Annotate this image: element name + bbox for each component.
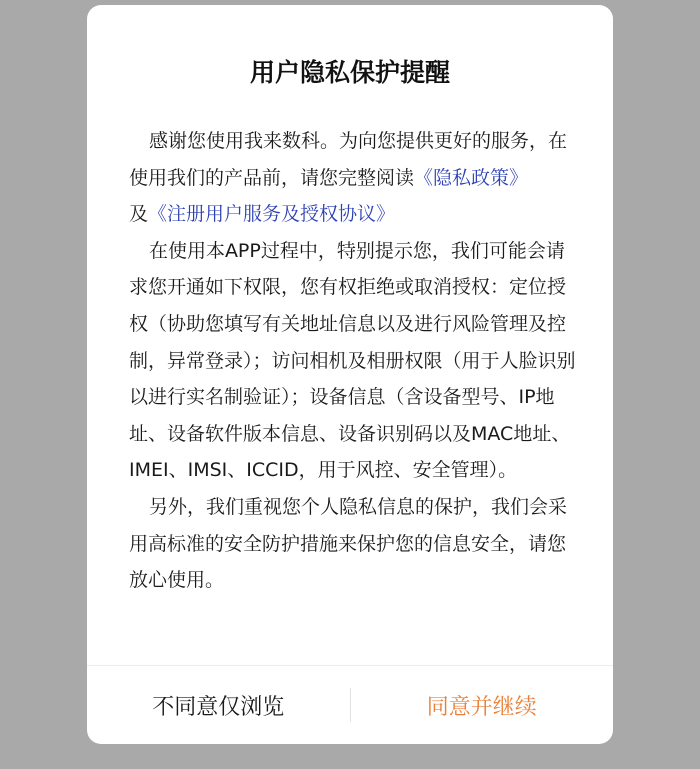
conjunction-text: 及 (129, 203, 149, 226)
privacy-dialog (87, 5, 613, 744)
dialog-title: 用户隐私保护提醒 (249, 58, 450, 87)
permissions-paragraph: 在使用本APP过程中，特别提示您，我们可能会请求您开通如下权限，您有权拒绝或取消授权：定位授权（协助您填写有关地址信息以及进行风险管理及控制，异常登录）；访问相机及相册权限（用于人脸识别以进行实名制验证）；设备信息（含设备型号、IP地址、设备软件版本信息、设备识别码以及MAC地址、IMEI、IMSI、ICCID，用于风控、安全管理）。 (129, 239, 576, 482)
agreement-line (129, 196, 577, 233)
privacy-policy-link[interactable]: 《隐私政策》 (414, 166, 529, 189)
dialog-body (129, 123, 577, 599)
service-agreement-link[interactable]: 《注册用户服务及授权协议》 (148, 203, 396, 226)
intro-text: 感谢您使用我来数科。为向您提供更好的服务，在使用我们的产品前，请您完整阅读 (129, 130, 567, 189)
disagree-browse-button[interactable]: 不同意仅浏览 (87, 666, 350, 744)
security-paragraph: 另外，我们重视您个人隐私信息的保护，我们会采用高标准的安全防护措施来保护您的信息安全，请您放心使用。 (129, 495, 567, 592)
dialog-footer (87, 665, 613, 744)
intro-paragraph (129, 123, 577, 196)
agree-continue-button[interactable]: 同意并继续 (351, 666, 614, 744)
